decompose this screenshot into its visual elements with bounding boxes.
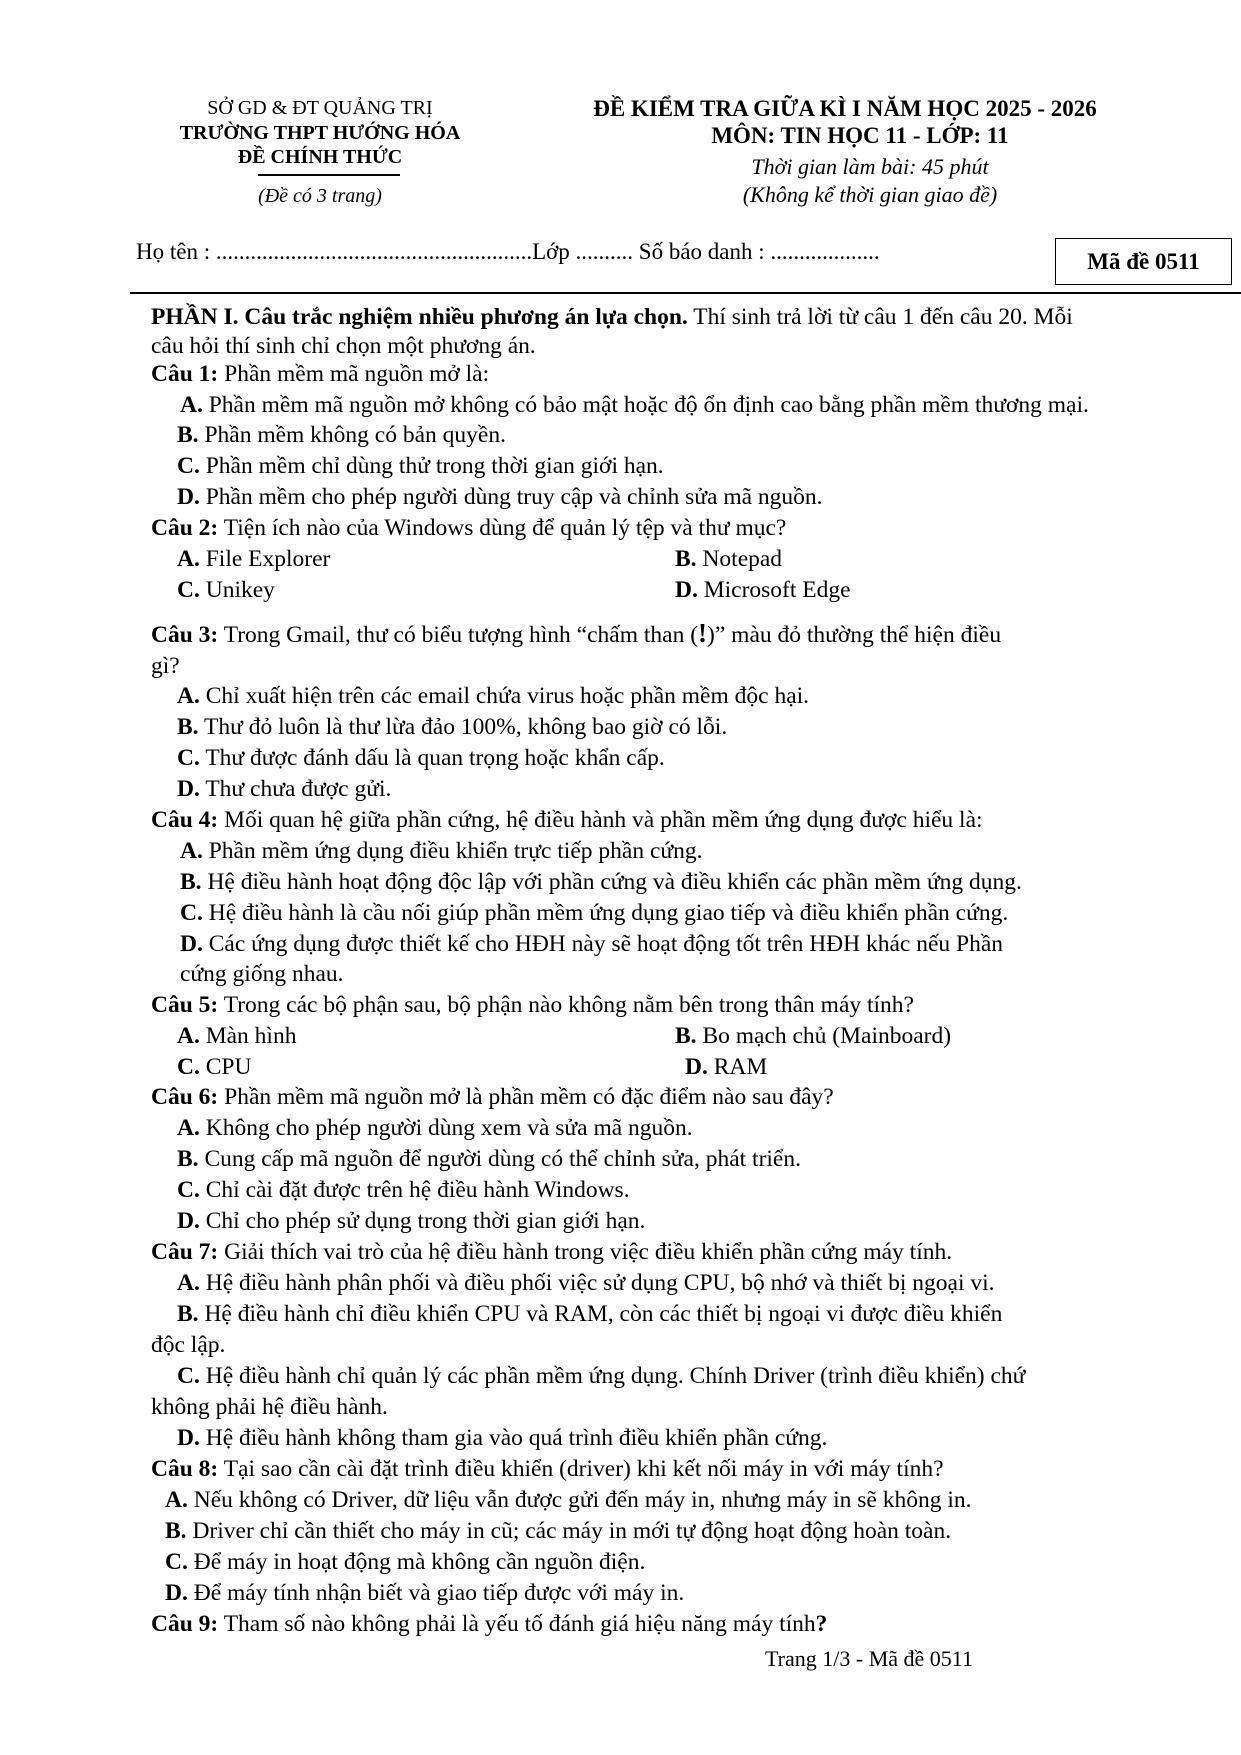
q1-option-b [177,421,506,449]
q1-option-c [177,452,664,480]
question-9 [151,1610,827,1638]
page-count: (Đề có 3 trang) [258,185,382,207]
q4-option-a [180,837,703,865]
question-text: Giải thích vai trò của hệ điều hành trong việc điều khiển phần cứng máy tính. [218,1239,953,1265]
question-text: Tiện ích nào của Windows dùng để quản lý tệp và thư mục? [218,515,787,541]
question-5 [151,991,914,1019]
option-letter: B. [177,714,199,740]
q7-option-a [177,1269,995,1297]
exclamation-icon: ! [698,618,708,648]
question-1 [151,360,489,388]
question-text: Phần mềm mã nguồn mở là phần mềm có đặc điểm nào sau đây? [218,1084,834,1110]
q4-option-d-cont: cứng giống nhau. [180,961,344,987]
option-letter: A. [165,1487,188,1513]
option-letter: C. [180,900,203,926]
q7-option-c [177,1362,1025,1390]
header-divider [130,292,1241,294]
q6-option-c [177,1176,630,1204]
option-text: Màn hình [205,1023,297,1049]
department-name: SỞ GD & ĐT QUẢNG TRỊ [207,97,433,119]
question-label: Câu 3: [151,622,219,648]
question-text: Mối quan hệ giữa phần cứng, hệ điều hành và phần mềm ứng dụng được hiểu là: [218,807,983,833]
option-text: Thư được đánh dấu là quan trọng hoặc khẩn cấp. [205,745,665,771]
option-text: Để máy tính nhận biết và giao tiếp được với máy in. [193,1580,685,1606]
option-text: Không cho phép người dùng xem và sửa mã nguồn. [205,1115,693,1141]
question-text: Phần mềm mã nguồn mở là: [218,361,490,387]
option-text: Phần mềm mã nguồn mở không có bảo mật hoặc độ ổn định cao bằng phần mềm thương mại. [208,392,1089,418]
question-label: Câu 2: [151,515,219,541]
q2-option-a [177,545,330,573]
option-letter: B. [177,422,199,448]
page-footer: Trang 1/3 - Mã đề 0511 [765,1646,973,1671]
option-letter: B. [177,1146,199,1172]
option-text: Bo mạch chủ (Mainboard) [702,1023,952,1049]
option-text: Thư đỏ luôn là thư lừa đảo 100%, không bao giờ có lỗi. [204,714,728,740]
q3-option-a [177,682,809,710]
part1-instruction: Thí sinh trả lời từ câu 1 đến câu 20. Mỗi [687,304,1073,330]
option-text: Chỉ cho phép sử dụng trong thời gian giới hạn. [205,1208,646,1234]
option-letter: A. [180,392,203,418]
q4-option-c [180,899,1008,927]
question-label: Câu 7: [151,1239,219,1265]
q8-option-a [165,1486,971,1514]
option-text: Phần mềm ứng dụng điều khiển trực tiếp phần cứng. [208,838,703,864]
option-letter: B. [165,1518,187,1544]
option-letter: D. [177,776,200,802]
option-text: Hệ điều hành chỉ điều khiển CPU và RAM, còn các thiết bị ngoại vi được điều khiển [204,1301,1003,1327]
option-letter: D. [177,484,200,510]
option-text: Hệ điều hành không tham gia vào quá trình điều khiển phần cứng. [205,1425,828,1451]
question-2 [151,514,786,542]
option-letter: C. [177,745,200,771]
option-letter: C. [177,1363,200,1389]
option-letter: A. [177,683,200,709]
option-text: File Explorer [205,546,331,572]
question-6 [151,1083,834,1111]
question-text: Trong các bộ phận sau, bộ phận nào không nằm bên trong thân máy tính? [218,992,914,1018]
q5-option-c [177,1053,251,1081]
question-label: Câu 6: [151,1084,219,1110]
option-letter: D. [685,1054,708,1080]
question-text-cont: )” màu đỏ thường thể hiện điều [707,622,1002,648]
option-text: Hệ điều hành phân phối và điều phối việc sử dụng CPU, bộ nhớ và thiết bị ngoại vi. [205,1270,995,1296]
question-label: Câu 5: [151,992,219,1018]
option-text: Unikey [205,577,275,603]
part1-instruction-cont: câu hỏi thí sinh chỉ chọn một phương án. [151,333,536,359]
q2-option-d [675,576,851,604]
q5-option-d [685,1053,767,1081]
q7-option-c-cont: không phải hệ điều hành. [151,1394,388,1420]
option-letter: C. [165,1549,188,1575]
option-letter: A. [180,838,203,864]
q7-option-b [177,1300,1002,1328]
question-label: Câu 1: [151,361,219,387]
question-label: Câu 9: [151,1611,219,1637]
q8-option-d [165,1579,684,1607]
exam-time-note: (Không kể thời gian giao đề) [742,182,998,207]
option-letter: D. [675,577,698,603]
option-letter: C. [177,1177,200,1203]
option-letter: D. [177,1208,200,1234]
question-4 [151,806,983,834]
option-text: Các ứng dụng được thiết kế cho HĐH này sẽ hoạt động tốt trên HĐH khác nếu Phần [208,931,1004,957]
option-letter: D. [180,931,203,957]
q3-option-d [177,775,391,803]
option-letter: A. [177,1115,200,1141]
question-text: Tham số nào không phải là yếu tố đánh giá hiệu năng máy tính [218,1611,816,1637]
option-letter: D. [177,1425,200,1451]
question-3 [151,619,1001,649]
option-text: Hệ điều hành hoạt động độc lập với phần cứng và điều khiển các phần mềm ứng dụng. [207,869,1022,895]
question-3-cont: gì? [151,653,180,679]
option-text: Phần mềm chỉ dùng thử trong thời gian giới hạn. [205,453,664,479]
q2-option-c [177,576,275,604]
question-7 [151,1238,952,1266]
q8-option-b [165,1517,951,1545]
exam-code: Mã đề 0511 [1087,248,1200,274]
question-label: Câu 4: [151,807,219,833]
exam-code-box [1055,238,1232,285]
option-text: CPU [205,1054,252,1080]
question-text: Trong Gmail, thư có biểu tượng hình “chấm than ( [218,622,699,648]
option-text: Chỉ cài đặt được trên hệ điều hành Windows. [205,1177,630,1203]
option-letter: C. [177,453,200,479]
q4-option-b [180,868,1022,896]
option-text: Chỉ xuất hiện trên các email chứa virus hoặc phần mềm độc hại. [205,683,810,709]
option-letter: A. [177,1023,200,1049]
official-label: ĐỀ CHÍNH THỨC [237,146,403,168]
option-text: Để máy in hoạt động mà không cần nguồn điện. [193,1549,646,1575]
question-label: Câu 8: [151,1456,219,1482]
q4-option-d [180,930,1003,958]
exam-subject: MÔN: TIN HỌC 11 - LỚP: 11 [711,123,1009,148]
option-text: Thư chưa được gửi. [205,776,392,802]
q2-option-b [675,545,782,573]
exam-title: ĐỀ KIỂM TRA GIỮA KÌ I NĂM HỌC 2025 - 2026 [593,96,1097,121]
option-letter: A. [177,546,200,572]
option-letter: C. [177,1054,200,1080]
option-text: RAM [713,1054,768,1080]
question-8 [151,1455,944,1483]
option-letter: B. [675,546,697,572]
option-letter: B. [675,1023,697,1049]
student-info-line: Họ tên : .......................................................Lớp .......... Số báo danh : ................... [136,239,880,264]
q3-option-c [177,744,665,772]
option-letter: C. [177,577,200,603]
q6-option-b [177,1145,801,1173]
option-text: Hệ điều hành là cầu nối giúp phần mềm ứng dụng giao tiếp và điều khiển phần cứng. [208,900,1009,926]
q5-option-a [177,1022,296,1050]
part1-heading [151,303,1073,331]
q1-option-d [177,483,823,511]
q6-option-a [177,1114,693,1142]
q7-option-b-cont: độc lập. [151,1332,226,1358]
option-letter: D. [165,1580,188,1606]
part1-title: PHẦN I. Câu trắc nghiệm nhiều phương án lựa chọn. [151,304,688,330]
option-text: Microsoft Edge [703,577,851,603]
q8-option-c [165,1548,645,1576]
option-text: Notepad [702,546,783,572]
option-text: Nếu không có Driver, dữ liệu vẫn được gửi đến máy in, nhưng máy in sẽ không in. [193,1487,972,1513]
exam-time: Thời gian làm bài: 45 phút [751,154,989,179]
question-mark: ? [815,1611,828,1637]
option-text: Cung cấp mã nguồn để người dùng có thể chỉnh sửa, phát triển. [204,1146,801,1172]
option-letter: B. [177,1301,199,1327]
q6-option-d [177,1207,645,1235]
q7-option-d [177,1424,827,1452]
q5-option-b [675,1022,951,1050]
option-text: Driver chỉ cần thiết cho máy in cũ; các máy in mới tự động hoạt động hoàn toàn. [192,1518,952,1544]
option-text: Phần mềm cho phép người dùng truy cập và chỉnh sửa mã nguồn. [205,484,823,510]
school-name: TRƯỜNG THPT HƯỚNG HÓA [179,122,461,144]
option-letter: A. [177,1270,200,1296]
header-underline [258,174,400,176]
option-text: Phần mềm không có bản quyền. [204,422,506,448]
question-text: Tại sao cần cài đặt trình điều khiển (driver) khi kết nối máy in với máy tính? [218,1456,944,1482]
q3-option-b [177,713,727,741]
option-letter: B. [180,869,202,895]
q1-option-a [180,391,1089,419]
option-text: Hệ điều hành chỉ quản lý các phần mềm ứng dụng. Chính Driver (trình điều khiển) chứ [205,1363,1026,1389]
